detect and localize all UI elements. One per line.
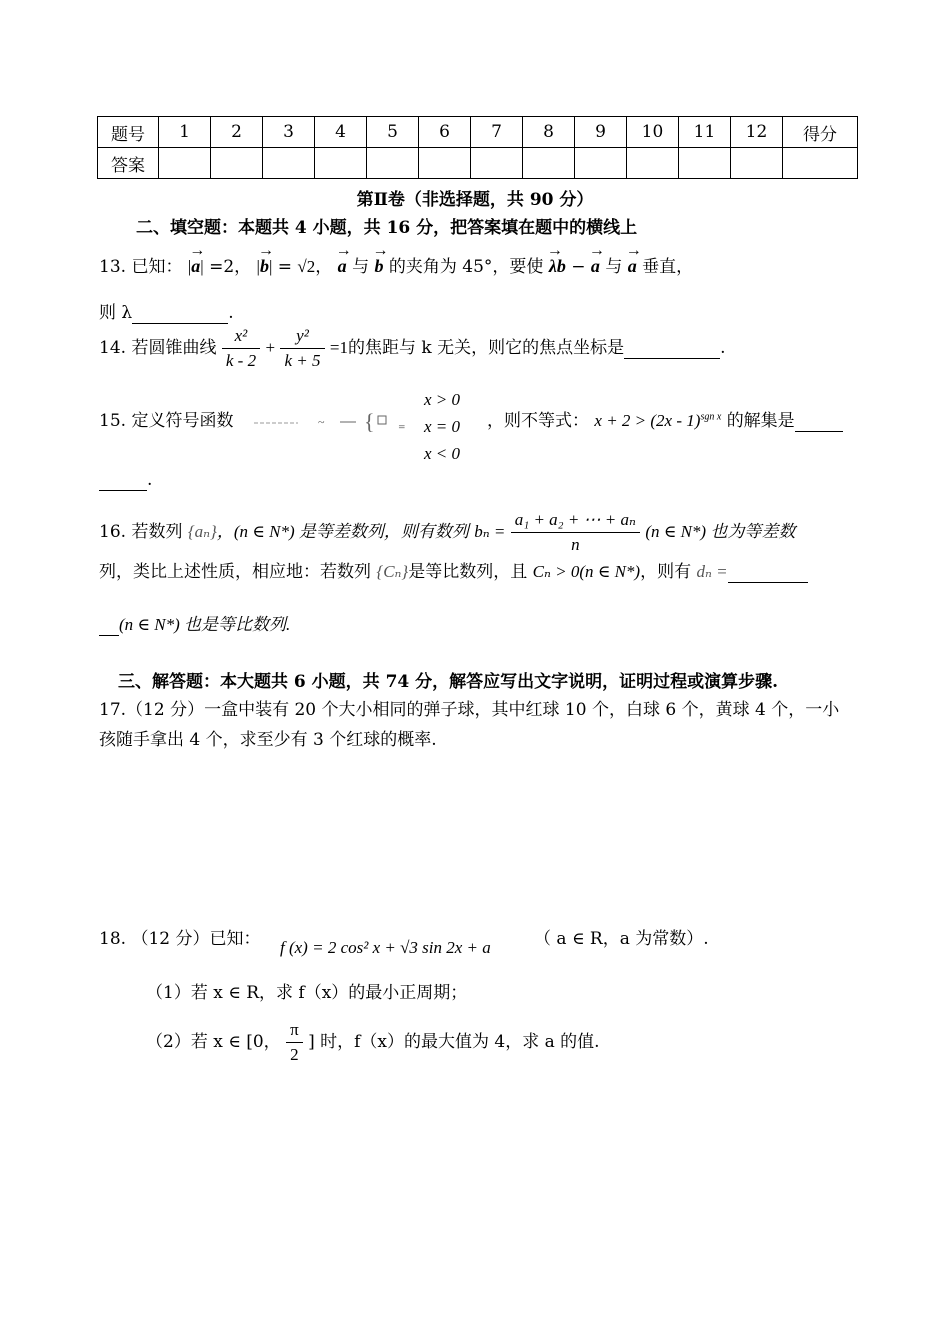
- question-number-cell: 8: [523, 117, 575, 148]
- q18-part-2: [146, 1020, 600, 1065]
- fraction-average: [511, 510, 640, 555]
- section-3-heading: 三、解答题：本大题共 6 小题，共 74 分，解答应写出文字说明，证明过程或演算步骤.: [118, 672, 779, 692]
- answer-cell[interactable]: [419, 148, 471, 179]
- sign-function-definition: [252, 410, 412, 432]
- question-14-number: 14.: [99, 338, 127, 358]
- answer-blank-15a[interactable]: [795, 411, 843, 432]
- q16-line-2-mid: 是等比数列，且: [408, 562, 528, 582]
- vector-a: → a: [338, 256, 347, 277]
- vector-a: → a: [591, 256, 600, 277]
- section-2-title: 第Ⅱ卷（非选择题，共 90 分）: [356, 190, 594, 210]
- question-14-lead: 若圆锥曲线: [131, 338, 217, 358]
- q15-lead-text: 定义符号函数: [131, 411, 234, 431]
- q14-y2: y²: [280, 326, 324, 349]
- q13-comma: ，: [315, 257, 333, 277]
- answer-cell[interactable]: [523, 148, 575, 179]
- q16-lead: 16. 若数列: [99, 522, 183, 542]
- vector-b: → b: [374, 256, 383, 277]
- abs-bar: |: [256, 257, 260, 276]
- case-positive: x > 0: [424, 390, 461, 409]
- answer-blank-16a[interactable]: [728, 562, 808, 583]
- question-16-line-3: [99, 610, 290, 636]
- question-number-cell: 9: [575, 117, 627, 148]
- vector-a: → a: [191, 256, 200, 277]
- q16-line-3: (n ∈ N*) 也是等比数列.: [119, 615, 291, 634]
- answer-table-answer-row: [98, 148, 858, 179]
- q14-x2: x²: [222, 326, 260, 349]
- sequence-dn: dₙ =: [696, 562, 728, 581]
- sequence-an: {aₙ}: [187, 522, 217, 541]
- abs-bar: |: [268, 257, 273, 276]
- answer-blank-13[interactable]: [132, 303, 228, 324]
- question-number-cell: 5: [367, 117, 419, 148]
- q13-b-abs: =: [277, 257, 293, 277]
- section-2-heading: 二、填空题：本题共 4 小题，共 16 分，把答案填在题中的横线上: [136, 218, 638, 238]
- q13-a-abs: =2，: [209, 257, 252, 277]
- question-number-cell: 3: [263, 117, 315, 148]
- answer-cell[interactable]: [731, 148, 783, 179]
- q18-pi: π: [286, 1020, 303, 1043]
- question-number-cell: 11: [679, 117, 731, 148]
- question-13-line-2: [99, 298, 234, 324]
- q14-eq1: =1: [329, 338, 349, 357]
- answer-blank-14[interactable]: [624, 338, 720, 359]
- abs-bar: |: [200, 257, 204, 276]
- question-17-line-1: 17.（12 分）一盒中装有 20 个大小相同的弹子球，其中红球 10 个，白球 6 个，黄球 4 个，一小: [99, 700, 840, 720]
- case-negative: x < 0: [424, 444, 461, 463]
- answer-cell[interactable]: [367, 148, 419, 179]
- answer-blank-15b[interactable]: [99, 470, 147, 491]
- question-number-cell: 6: [419, 117, 471, 148]
- q16-numerator: a₁ + a₂ + ⋯ + aₙ: [511, 510, 640, 533]
- question-13-line-1: [99, 252, 693, 277]
- cn-positive: Cₙ > 0(n ∈ N*): [532, 562, 641, 581]
- answer-cell[interactable]: [263, 148, 315, 179]
- q18-formula: f (x) = 2 cos² x + √3 sin 2x + a: [280, 938, 491, 957]
- q15-text-1: ，则不等式：: [487, 411, 589, 431]
- q16-line-1-end: (n ∈ N*) 也为等差数: [645, 522, 796, 541]
- q14-km2: k - 2: [225, 351, 257, 370]
- q16-line-2-lead: 列，类比上述性质，相应地：若数列: [99, 562, 371, 582]
- question-13-number: 13.: [99, 257, 127, 277]
- question-15-line-2: [99, 470, 152, 491]
- svg-text:~: ~: [318, 415, 325, 429]
- score-label: 得分: [783, 117, 858, 148]
- answer-blank-16b[interactable]: [99, 615, 119, 636]
- inequality: x + 2 > (2x - 1): [594, 411, 701, 430]
- q14-text: 的焦距与 k 无关，则它的焦点坐标是: [348, 338, 625, 358]
- answer-table: [97, 116, 858, 179]
- inequality-exponent: sgn x: [700, 411, 722, 423]
- question-number-cell: 10: [627, 117, 679, 148]
- q13-perp-text: 垂直，: [642, 257, 694, 277]
- answer-cell[interactable]: [471, 148, 523, 179]
- question-number-cell: 7: [471, 117, 523, 148]
- question-number-label: 题号: [98, 117, 159, 148]
- q16-cond: ，(n ∈ N*) 是等差数列，则有数列: [216, 522, 469, 541]
- answer-cell[interactable]: [211, 148, 263, 179]
- abs-bar: |: [187, 257, 192, 276]
- q18-part-1: （1）若 x ∈ R，求 f（x）的最小正周期；: [146, 983, 468, 1003]
- sign-function-glyph: [252, 410, 412, 432]
- score-cell[interactable]: [783, 148, 858, 179]
- answer-cell[interactable]: [315, 148, 367, 179]
- q18-part-2-lead: （2）若 x ∈ [0，: [146, 1032, 281, 1052]
- question-15-lead: [99, 406, 233, 431]
- q13-angle-text: 的夹角为 45°，要使: [388, 257, 544, 277]
- sign-function-cases: [424, 386, 460, 467]
- fraction-x2-over-k-minus-2: [222, 326, 260, 371]
- svg-text:=: =: [398, 423, 406, 432]
- question-number-cell: 2: [211, 117, 263, 148]
- svg-text:{: {: [364, 410, 375, 432]
- q13-with-2: 与: [605, 257, 623, 277]
- q13-minus: −: [571, 257, 586, 277]
- answer-label: 答案: [98, 148, 159, 179]
- q16-denominator: n: [571, 535, 580, 554]
- sequence-cn: {Cₙ}: [376, 562, 409, 581]
- question-16-line-2: [99, 557, 808, 583]
- q18-two: 2: [290, 1045, 299, 1064]
- question-18-lead: 18. （12 分）已知：: [99, 929, 261, 949]
- question-14: [99, 326, 726, 371]
- question-13-lead: 已知：: [131, 257, 183, 277]
- sequence-bn: bₙ =: [474, 522, 506, 541]
- question-number-cell: 12: [731, 117, 783, 148]
- answer-table-header-row: [98, 117, 858, 148]
- answer-cell[interactable]: [679, 148, 731, 179]
- q13-end: .: [228, 303, 234, 323]
- q15-end: .: [147, 470, 153, 490]
- q18-part-2-end: ] 时，f（x）的最大值为 4，求 a 的值.: [308, 1032, 600, 1052]
- q14-kp5: k + 5: [284, 351, 321, 370]
- vector-a: → a: [628, 256, 637, 277]
- question-17-line-2: 孩随手拿出 4 个，求至少有 3 个红球的概率.: [99, 730, 437, 750]
- q13-then: 则 λ: [99, 303, 133, 323]
- lambda-b: → λb: [549, 256, 566, 277]
- q18-condition: （ a ∈ R，a 为常数）.: [534, 929, 709, 949]
- q13-with: 与: [352, 257, 370, 277]
- fraction-y2-over-k-plus-5: [280, 326, 324, 371]
- q14-end: .: [720, 338, 726, 358]
- case-zero: x = 0: [424, 417, 461, 436]
- question-15-rest: [487, 406, 843, 432]
- question-number-cell: 1: [159, 117, 211, 148]
- q14-plus: +: [265, 338, 276, 357]
- question-number-cell: 4: [315, 117, 367, 148]
- q15-text-2: 的解集是: [726, 411, 795, 431]
- vector-b: → b: [260, 256, 269, 277]
- sqrt-2: √2: [297, 257, 316, 276]
- q16-line-2-then: ，则有: [640, 562, 692, 582]
- answer-cell[interactable]: [627, 148, 679, 179]
- answer-cell[interactable]: [575, 148, 627, 179]
- answer-cell[interactable]: [159, 148, 211, 179]
- fraction-pi-over-2: [286, 1020, 303, 1065]
- question-16-line-1: [99, 510, 795, 555]
- question-15-number: 15.: [99, 411, 127, 431]
